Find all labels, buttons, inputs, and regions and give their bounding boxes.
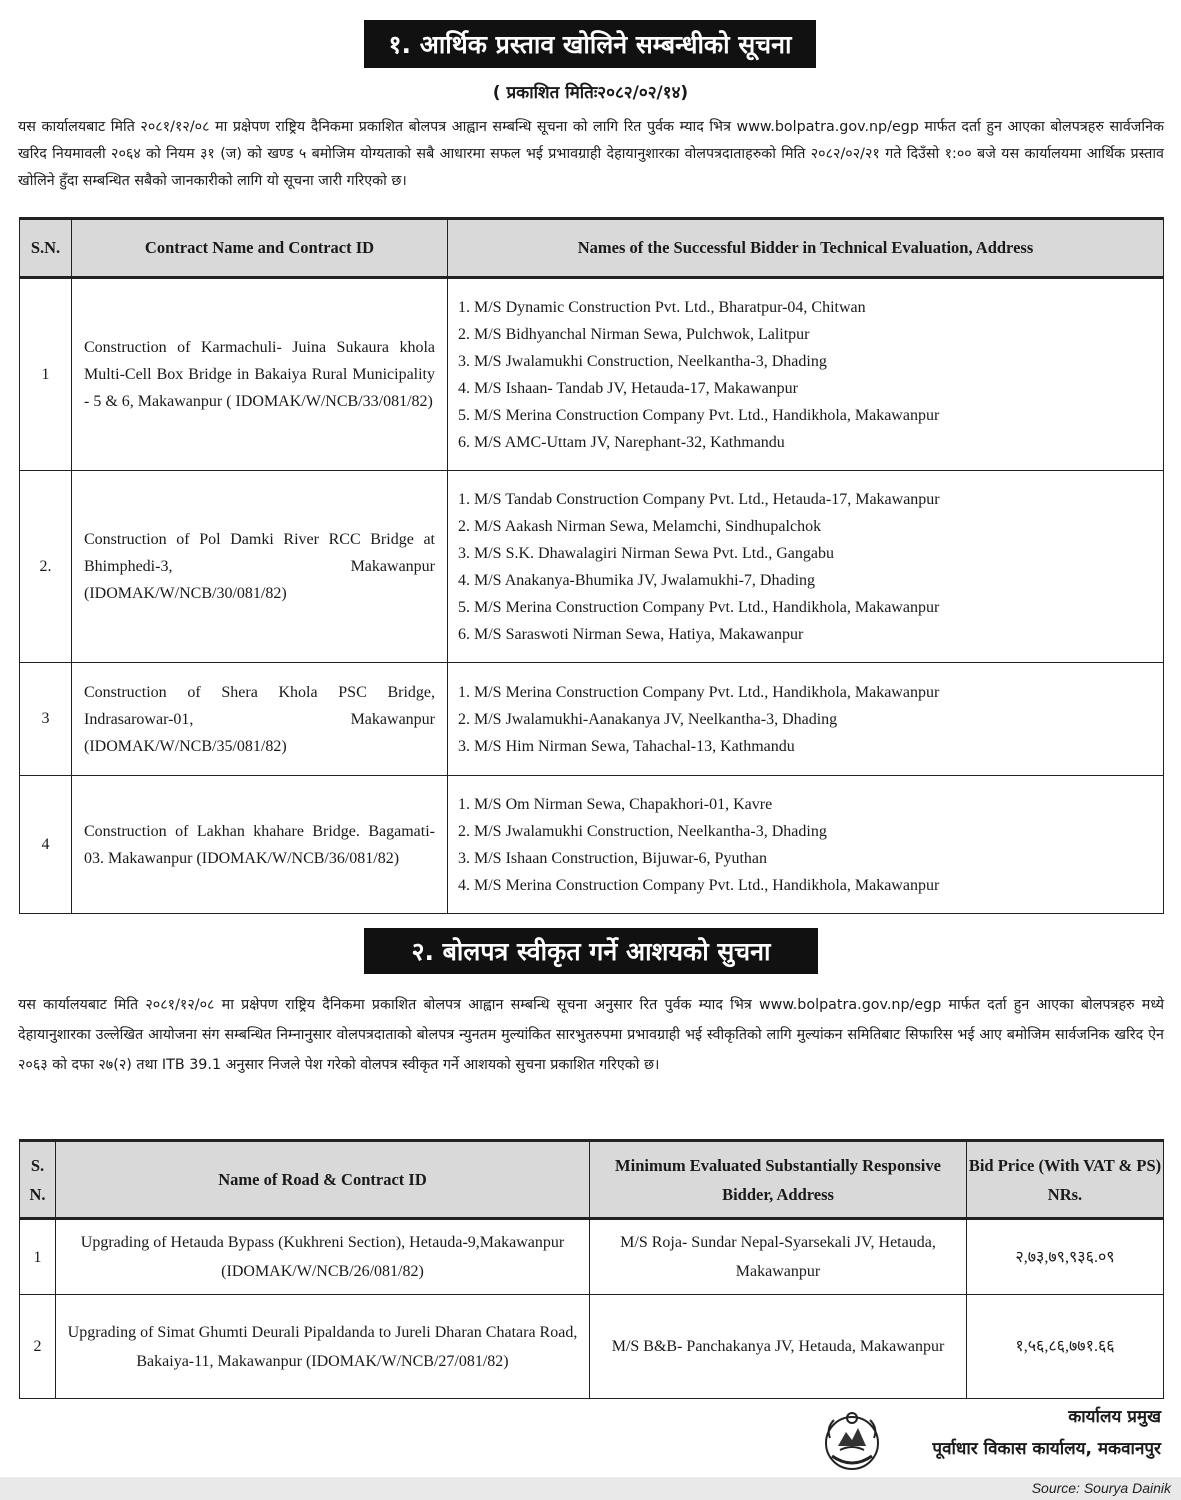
row-road: Upgrading of Simat Ghumti Deurali Pipaldanda to Jureli Dharan Chatara Road, Bakaiya-11, Makawanpur (IDOMAK/W/NCB/27/081/82) [56, 1295, 590, 1399]
row-sn: 2 [20, 1295, 56, 1399]
row-bidder: M/S Roja- Sundar Nepal-Syarsekali JV, Hetauda, Makawanpur [590, 1219, 967, 1295]
notice2-paragraph: यस कार्यालयबाट मिति २०८१/१२/०८ मा प्रक्षेपण राष्ट्रिय दैनिकमा प्रकाशित बोलपत्र आह्वान सम्बन्धि सूचना अनुसार रित पुर्वक म्याद भित्र www.bolpatra.gov.np/egp मार्फत दर्ता हुन आएका बोलपत्रहरु मध्ये देहायानुशारका उल्लेखित आयोजना संग सम्बन्धित निम्नानुसार वोलपत्रदाताको बोलपत्र न्युनतम मुल्यांकित सारभुतरुपमा प्रभावग्राही भई स्वीकृतिको लागि मुल्यांकन समितिबाट सिफारिस भई आए बमोजिम सार्वजनिक खरिद ऐन २०६३ को दफा २७(२) तथा ITB 39.1 अनुसार निजले पेश गरेको वोलपत्र स्वीकृत गर्ने आशयको सुचना प्रकाशित गरिएको छ। [18, 997, 1164, 1073]
row-bidders [448, 663, 1164, 776]
source-credit: Source: Sourya Dainik [1031, 1480, 1171, 1496]
header-road: Name of Road & Contract ID [56, 1141, 590, 1219]
bidder-item: 4. M/S Ishaan- Tandab JV, Hetauda-17, Makawanpur [458, 379, 798, 397]
bidder-item: 3. M/S Jwalamukhi Construction, Neelkantha-3, Dhading [458, 352, 827, 370]
header-price: Bid Price (With VAT & PS) NRs. [967, 1141, 1164, 1219]
bidder-item: 3. M/S S.K. Dhawalagiri Nirman Sewa Pvt. Ltd., Gangabu [458, 544, 834, 562]
bidder-item: 4. M/S Anakanya-Bhumika JV, Jwalamukhi-7, Dhading [458, 571, 816, 589]
bidder-item: 2. M/S Aakash Nirman Sewa, Melamchi, Sindhupalchok [458, 517, 822, 535]
table-row [20, 1295, 1164, 1399]
bidder-item: 5. M/S Merina Construction Company Pvt. Ltd., Handikhola, Makawanpur [458, 598, 940, 616]
row-sn: 1 [20, 278, 72, 471]
row-bidder: M/S B&B- Panchakanya JV, Hetauda, Makawanpur [590, 1295, 967, 1399]
bidder-item: 6. M/S AMC-Uttam JV, Narephant-32, Kathmandu [458, 433, 785, 451]
bidder-item: 3. M/S Him Nirman Sewa, Tahachal-13, Kathmandu [458, 737, 795, 755]
table-row [20, 471, 1164, 663]
bidder-item: 4. M/S Merina Construction Company Pvt. Ltd., Handikhola, Makawanpur [458, 876, 940, 894]
row-sn: 1 [20, 1219, 56, 1295]
table-row [20, 663, 1164, 776]
bidder-item: 2. M/S Jwalamukhi-Aanakanya JV, Neelkantha-3, Dhading [458, 710, 838, 728]
row-contract: Construction of Shera Khola PSC Bridge, Indrasarowar-01, Makawanpur (IDOMAK/W/NCB/35/081/82) [72, 663, 448, 776]
row-price: २,७३,७९,९३६.०९ [967, 1219, 1164, 1295]
header-contract: Contract Name and Contract ID [72, 219, 448, 278]
header-sn: S.N. [20, 219, 72, 278]
row-contract: Construction of Pol Damki River RCC Bridge at Bhimphedi-3, Makawanpur (IDOMAK/W/NCB/30/081/82) [72, 471, 448, 663]
row-sn: 2. [20, 471, 72, 663]
header-sn: S. N. [20, 1141, 56, 1219]
header-bidders: Names of the Successful Bidder in Technical Evaluation, Address [448, 219, 1164, 278]
intent-to-award-table [19, 1139, 1164, 1399]
publication-date: ( प्रकाशित मितिः२०८२/०२/१४) [492, 83, 689, 103]
row-bidders [448, 278, 1164, 471]
nepal-emblem-icon [822, 1408, 882, 1474]
row-road: Upgrading of Hetauda Bypass (Kukhreni Section), Hetauda-9,Makawanpur (IDOMAK/W/NCB/26/081/82) [56, 1219, 590, 1295]
bidder-item: 6. M/S Saraswoti Nirman Sewa, Hatiya, Makawanpur [458, 625, 804, 643]
header-bidder: Minimum Evaluated Substantially Responsive Bidder, Address [590, 1141, 967, 1219]
bidder-item: 1. M/S Dynamic Construction Pvt. Ltd., Bharatpur-04, Chitwan [458, 298, 866, 316]
bidder-item: 1. M/S Tandab Construction Company Pvt. Ltd., Hetauda-17, Makawanpur [458, 490, 940, 508]
table-row [20, 776, 1164, 914]
bidder-item: 2. M/S Jwalamukhi Construction, Neelkantha-3, Dhading [458, 822, 827, 840]
row-contract: Construction of Karmachuli- Juina Sukaura khola Multi-Cell Box Bridge in Bakaiya Rural Municipality - 5 & 6, Makawanpur ( IDOMAK/W/NCB/33/081/82) [72, 278, 448, 471]
notice2-title-banner: २. बोलपत्र स्वीकृत गर्ने आशयको सुचना [364, 928, 818, 974]
row-price: १,५६,८६,७७१.६६ [967, 1295, 1164, 1399]
bidder-item: 1. M/S Om Nirman Sewa, Chapakhori-01, Kavre [458, 795, 773, 813]
signatory-office: पूर्वाधार विकास कार्यालय, मकवानपुर [932, 1439, 1161, 1459]
table-row [20, 278, 1164, 471]
bidder-item: 2. M/S Bidhyanchal Nirman Sewa, Pulchwok, Lalitpur [458, 325, 810, 343]
table-header-row [20, 219, 1164, 278]
notice1-title-banner: १. आर्थिक प्रस्ताव खोलिने सम्बन्धीको सूचना [364, 20, 816, 68]
table-header-row [20, 1141, 1164, 1219]
bidder-item: 3. M/S Ishaan Construction, Bijuwar-6, Pyuthan [458, 849, 767, 867]
signatory-title: कार्यालय प्रमुख [1068, 1407, 1161, 1427]
bidder-item: 5. M/S Merina Construction Company Pvt. Ltd., Handikhola, Makawanpur [458, 406, 940, 424]
row-bidders [448, 776, 1164, 914]
table-row [20, 1219, 1164, 1295]
row-contract: Construction of Lakhan khahare Bridge. Bagamati- 03. Makawanpur (IDOMAK/W/NCB/36/081/82) [72, 776, 448, 914]
row-bidders [448, 471, 1164, 663]
notice1-paragraph: यस कार्यालयबाट मिति २०८१/१२/०८ मा प्रक्षेपण राष्ट्रिय दैनिकमा प्रकाशित बोलपत्र आह्वान सम्बन्धि सूचना को लागि रित पुर्वक म्याद भित्र www.bolpatra.gov.np/egp मार्फत दर्ता हुन आएका बोलपत्रहरु सार्वजनिक खरिद नियमावली २०६४ को नियम ३१ (ज) को खण्ड ५ बमोजिम योग्यताको सबै आधारमा सफल भई प्रभावग्राही देहायानुशारका वोलपत्रदाताहरुको मिति २०८२/०२/२१ गते दिउँसो १:०० बजे यस कार्यालयमा आर्थिक प्रस्ताव खोलिने हुँदा सम्बन्धित सबैको जानकारीको लागि यो सूचना जारी गरिएको छ। [18, 119, 1164, 189]
bidder-item: 1. M/S Merina Construction Company Pvt. Ltd., Handikhola, Makawanpur [458, 683, 940, 701]
technical-evaluation-table [19, 217, 1164, 914]
row-sn: 3 [20, 663, 72, 776]
row-sn: 4 [20, 776, 72, 914]
source-bar [0, 1477, 1181, 1500]
